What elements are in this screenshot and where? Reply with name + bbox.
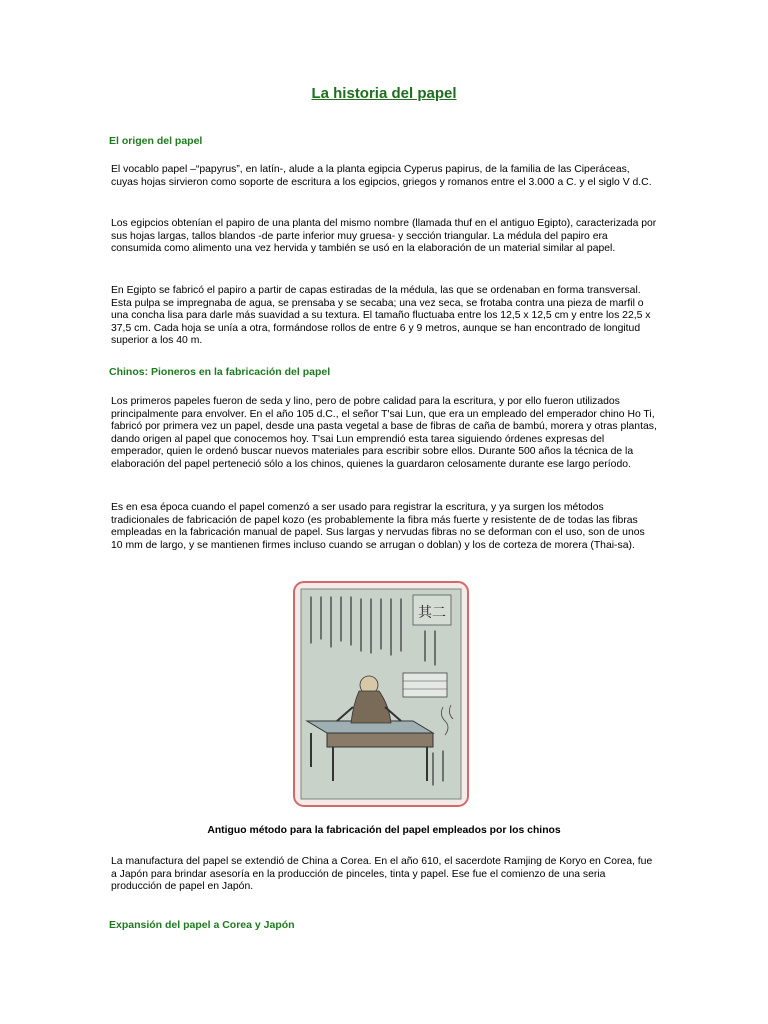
- figure-caption: Antiguo método para la fabricación del papel empleados por los chinos: [207, 825, 561, 836]
- papermaking-illustration: [293, 581, 469, 807]
- page-title: La historia del papel: [311, 85, 457, 102]
- section-heading-origin: El origen del papel: [109, 135, 203, 147]
- paragraph-3: En Egipto se fabricó el papiro a partir de capas estiradas de la médula, las que se ordenaban en forma transversal. Esta pulpa se impregnaba de agua, se prensaba y se secaba; una vez seca, se frotaba contra una pieza de marfil o una concha lisa para darle más suavidad a su textura. El tamaño fluctuaba entre los 12,5 x 12,5 cm y entre los 22,5 x 37,5 cm. Cada hoja se unía a otra, formándose rollos de entre 6 y 9 metros, aunque se han encontrado de longitud superior a los 40 m.: [111, 285, 651, 347]
- section-heading-expansion: Expansión del papel a Corea y Japón: [109, 919, 295, 931]
- panel-number-label: 其二: [418, 605, 446, 621]
- paragraph-2: Los egipcios obtenían el papiro de una planta del mismo nombre (llamada thuf en el antiguo Egipto), caracterizada por sus hojas largas, tallos blandos -de parte inferior muy gruesa- y sección triangular. La médula del papiro era consumida como alimento una vez hervida y también se usó en la elaboración de un material similar al papel.: [111, 218, 657, 255]
- paragraph-4: Los primeros papeles fueron de seda y lino, pero de pobre calidad para la escritura, y por ello fueron utilizados principalmente para envolver. En el año 105 d.C., el señor T'sai Lun, que era un empleado del emperador chino Ho Ti, fabricó por primera vez un papel, desde una pasta vegetal a base de fibras de caña de bambú, morera y otras plantas, dando origen al papel que conocemos hoy. T'sai Lun emprendió esta tarea siguiendo órdenes expresas del emperador, quien le ordenó buscar nuevos materiales para escribir sobre ellos. Durante 500 años la técnica de la elaboración del papel perteneció sólo a los chinos, quienes la guardaron celosamente durante ese largo período.: [111, 396, 657, 470]
- paragraph-5: Es en esa época cuando el papel comenzó a ser usado para registrar la escritura, y ya surgen los métodos tradicionales de fabricación de papel kozo (es probablemente la fibra más fuerte y resistente de de todas las fibras empleadas en la fabricación manual de papel. Sus largas y nervudas fibras no se deforman con el uso, son de unos 10 mm de largo, y se mantienen firmes incluso cuando se arrugan o doblan) y los de corteza de morera (Thai-sa).: [111, 502, 645, 551]
- paragraph-1: El vocablo papel –“papyrus”, en latín-, alude a la planta egipcia Cyperus papirus, de la familia de las Ciperáceas, cuyas hojas sirvieron como soporte de escritura a los egipcios, griegos y romanos entre el 3.000 a C. y el siglo V d.C.: [111, 164, 652, 188]
- paragraph-6: La manufactura del papel se extendió de China a Corea. En el año 610, el sacerdote Ramjing de Koryo en Corea, fue a Japón para brindar asesoría en la producción de pinceles, tinta y papel. Ese fue el comienzo de una seria producción de papel en Japón.: [111, 856, 653, 893]
- section-heading-china: Chinos: Pioneros en la fabricación del papel: [109, 366, 331, 378]
